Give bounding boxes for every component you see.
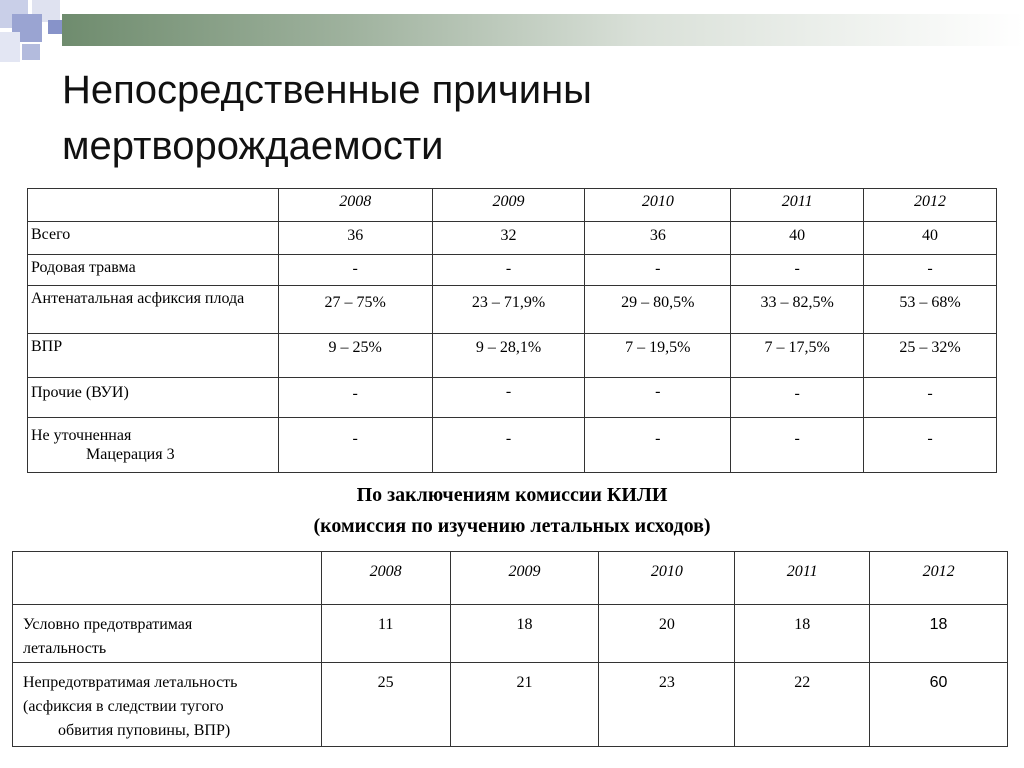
cell-value: 40 xyxy=(864,222,997,255)
lethality-table xyxy=(12,551,1008,747)
cell-value: - xyxy=(731,255,864,286)
row-label: Прочие (ВУИ) xyxy=(28,378,279,418)
table-row xyxy=(28,286,997,334)
year-header: 2012 xyxy=(870,552,1008,605)
table-row xyxy=(28,255,997,286)
table-row xyxy=(28,378,997,418)
table-row xyxy=(13,663,1008,747)
table-header-row xyxy=(28,189,997,222)
table-row xyxy=(13,605,1008,663)
row-label xyxy=(13,605,322,663)
cell-value: - xyxy=(432,378,585,418)
row-label-line: Мацерация 3 xyxy=(86,446,175,463)
section-subtitle: (комиссия по изучению летальных исходов) xyxy=(313,515,711,537)
cell-value: 21 xyxy=(450,663,599,747)
cell-value: 7 – 17,5% xyxy=(731,334,864,378)
cell-value: 22 xyxy=(735,663,870,747)
cell-value: - xyxy=(278,378,432,418)
page-title: Непосредственные причины мертворождаемости xyxy=(62,68,592,168)
cell-value: 36 xyxy=(278,222,432,255)
decor-square xyxy=(48,20,62,34)
cell-value: 18 xyxy=(450,605,599,663)
row-label: Всего xyxy=(28,222,279,255)
cell-value: 25 – 32% xyxy=(864,334,997,378)
cell-value: - xyxy=(432,255,585,286)
header-empty-cell xyxy=(13,552,322,605)
cell-value: 60 xyxy=(870,663,1008,747)
year-header: 2010 xyxy=(585,189,731,222)
cell-value: 9 – 25% xyxy=(278,334,432,378)
cell-value: - xyxy=(278,255,432,286)
row-label: Родовая травма xyxy=(28,255,279,286)
cell-value: - xyxy=(585,255,731,286)
cell-value: 27 – 75% xyxy=(278,286,432,334)
row-label xyxy=(28,418,279,473)
year-header: 2011 xyxy=(731,189,864,222)
row-label-line: Условно предотвратимая xyxy=(23,616,193,633)
cell-value: 18 xyxy=(870,605,1008,663)
cell-value: - xyxy=(731,418,864,473)
cell-value: 53 – 68% xyxy=(864,286,997,334)
year-header: 2009 xyxy=(450,552,599,605)
cell-value: - xyxy=(864,378,997,418)
cell-value: - xyxy=(432,418,585,473)
header-empty-cell xyxy=(28,189,279,222)
row-label-line: обвития пуповины, ВПР) xyxy=(58,722,231,739)
year-header: 2008 xyxy=(321,552,450,605)
cell-value: 29 – 80,5% xyxy=(585,286,731,334)
stillbirth-causes-table xyxy=(27,188,997,473)
cell-value: 23 xyxy=(599,663,735,747)
decor-square xyxy=(22,44,40,60)
cell-value: 32 xyxy=(432,222,585,255)
table-row xyxy=(28,334,997,378)
cell-value: - xyxy=(278,418,432,473)
cell-value: - xyxy=(585,418,731,473)
row-label-line: Не уточненная xyxy=(31,427,132,444)
cell-value: - xyxy=(864,255,997,286)
cell-value: 40 xyxy=(731,222,864,255)
cell-value: - xyxy=(864,418,997,473)
cell-value: 9 – 28,1% xyxy=(432,334,585,378)
row-label-line: (асфиксия в следствии тугого xyxy=(23,698,224,715)
row-label-line: Непредотвратимая летальность xyxy=(23,674,238,691)
table-row xyxy=(28,418,997,473)
table-header-row xyxy=(13,552,1008,605)
cell-value: 36 xyxy=(585,222,731,255)
cell-value: 23 – 71,9% xyxy=(432,286,585,334)
cell-value: 33 – 82,5% xyxy=(731,286,864,334)
cell-value: - xyxy=(731,378,864,418)
cell-value: 11 xyxy=(321,605,450,663)
table-row xyxy=(28,222,997,255)
header-gradient-bar xyxy=(62,14,1024,46)
cell-value: 7 – 19,5% xyxy=(585,334,731,378)
row-label: ВПР xyxy=(28,334,279,378)
year-header: 2012 xyxy=(864,189,997,222)
decor-square xyxy=(0,32,20,62)
cell-value: 18 xyxy=(735,605,870,663)
year-header: 2010 xyxy=(599,552,735,605)
row-label: Антенатальная асфиксия плода xyxy=(28,286,279,334)
cell-value: 25 xyxy=(321,663,450,747)
year-header: 2011 xyxy=(735,552,870,605)
year-header: 2009 xyxy=(432,189,585,222)
row-label xyxy=(13,663,322,747)
year-header: 2008 xyxy=(278,189,432,222)
cell-value: - xyxy=(585,378,731,418)
cell-value: 20 xyxy=(599,605,735,663)
row-label-line: летальность xyxy=(23,640,107,657)
section-subtitle: По заключениям комиссии КИЛИ xyxy=(356,484,668,506)
